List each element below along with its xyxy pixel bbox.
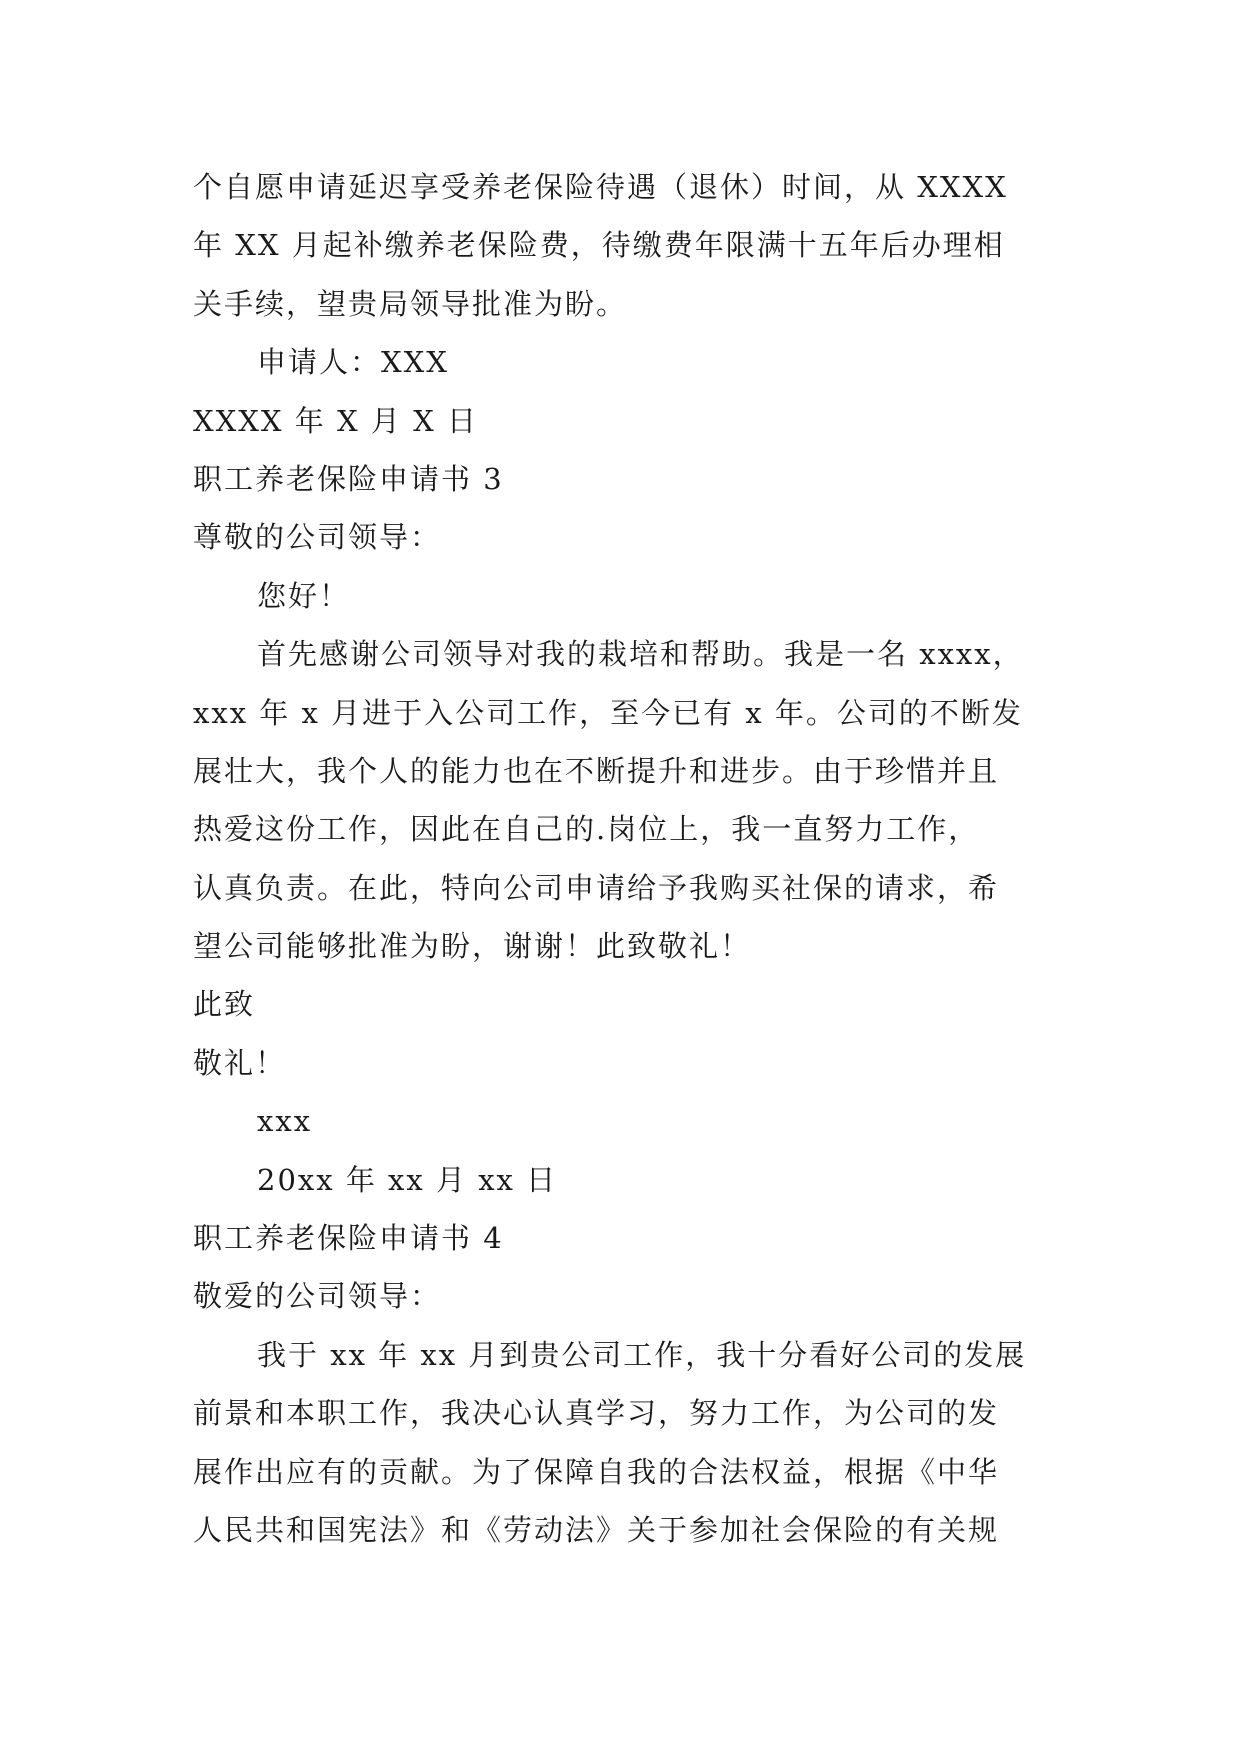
text-line: 热爱这份工作，因此在自己的.岗位上，我一直努力工作， bbox=[193, 812, 980, 847]
salutation: 尊敬的公司领导： bbox=[193, 520, 442, 555]
document-body bbox=[193, 158, 1073, 1559]
text-line: 我于 xx 年 xx 月到贵公司工作，我十分看好公司的发展 bbox=[257, 1337, 1027, 1372]
text-line: xxx 年 x 月进于入公司工作，至今已有 x 年。公司的不断发 bbox=[193, 695, 1023, 730]
greeting: 您好！ bbox=[257, 578, 351, 613]
text-line: 展壮大，我个人的能力也在不断提升和进步。由于珍惜并且 bbox=[193, 753, 1000, 788]
text-line: 前景和本职工作，我决心认真学习，努力工作，为公司的发 bbox=[193, 1396, 1000, 1431]
text-line: 个自愿申请延迟享受养老保险待遇（退休）时间，从 XXXX bbox=[193, 170, 1008, 204]
text-line: 望公司能够批准为盼，谢谢！此致敬礼！ bbox=[193, 929, 752, 964]
section-title: 职工养老保险申请书 4 bbox=[193, 1221, 504, 1256]
date-line: 20xx 年 xx 月 xx 日 bbox=[257, 1162, 558, 1197]
text-line: 关手续，望贵局领导批准为盼。 bbox=[193, 286, 628, 321]
text-line: 首先感谢公司领导对我的栽培和帮助。我是一名 xxxx， bbox=[257, 637, 1024, 672]
section-title: 职工养老保险申请书 3 bbox=[193, 461, 504, 496]
text-line: 认真负责。在此，特向公司申请给予我购买社保的请求，希 bbox=[193, 870, 1000, 905]
closing-line: 此致 bbox=[193, 987, 256, 1022]
salutation: 敬爱的公司领导： bbox=[193, 1279, 442, 1314]
text-line: 人民共和国宪法》和《劳动法》关于参加社会保险的有关规 bbox=[193, 1512, 1000, 1547]
applicant-line: 申请人：XXX bbox=[257, 345, 449, 380]
text-line: 展作出应有的贡献。为了保障自我的合法权益，根据《中华 bbox=[193, 1454, 1000, 1489]
signature-line: xxx bbox=[257, 1104, 313, 1139]
date-line: XXXX 年 X 月 X 日 bbox=[193, 403, 478, 438]
text-line: 年 XX 月起补缴养老保险费，待缴费年限满十五年后办理相 bbox=[193, 228, 1005, 263]
closing-line: 敬礼！ bbox=[193, 1045, 287, 1080]
